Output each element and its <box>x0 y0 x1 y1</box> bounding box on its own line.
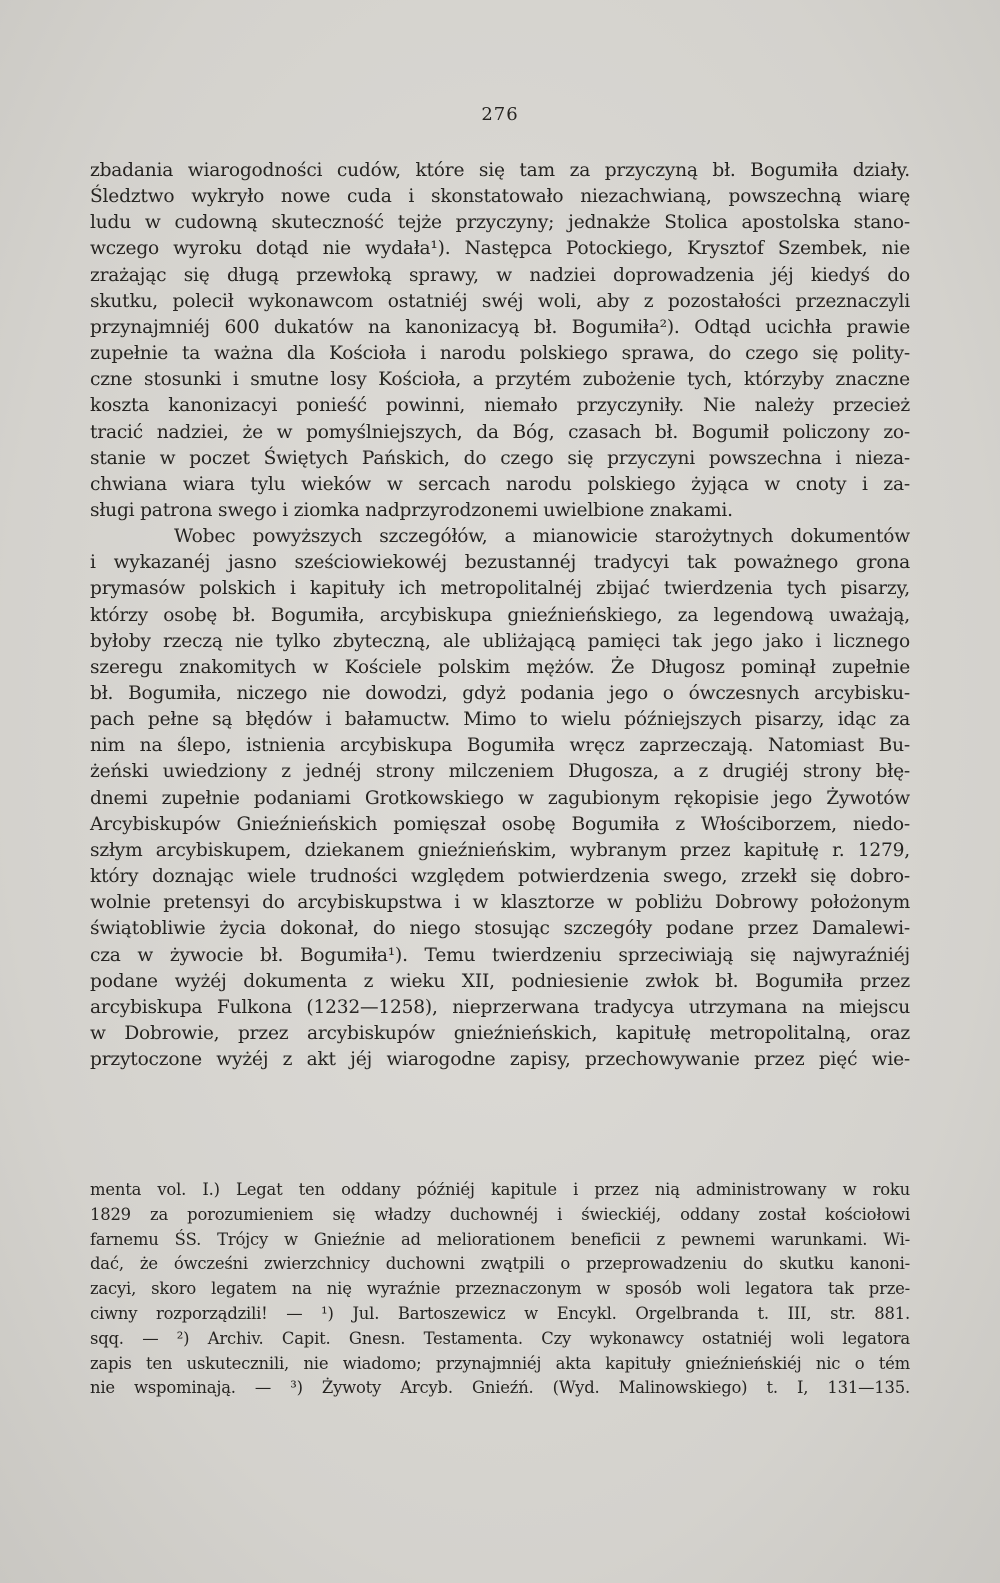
body-line: wolnie pretensyi do arcybiskupstwa i w klasztorze w pobliżu Dobrowy położonym <box>90 892 910 914</box>
body-line: zrażając się długą przewłoką sprawy, w nadziei doprowadzenia jéj kiedyś do <box>90 264 910 286</box>
footnote-line: zacyi, skoro legatem na nię wyraźnie przeznaczonym w sposób woli legatora tak prze- <box>90 1279 910 1299</box>
body-line: pach pełne są błędów i bałamuctw. Mimo to wielu późniejszych pisarzy, idąc za <box>90 709 910 731</box>
body-line: tracić nadziei, że w pomyślniejszych, da Bóg, czasach bł. Bogumił policzony zo- <box>90 421 910 443</box>
footnote-line: zapis ten uskutecznili, nie wiadomo; przynajmniéj akta kapituły gnieźnieńskiéj nic o tém <box>90 1353 910 1373</box>
body-line: prymasów polskich i kapituły ich metropolitalnéj zbijać twierdzenia tych pisarzy, <box>90 578 910 600</box>
body-line: szeregu znakomitych w Kościele polskim mężów. Że Długosz pominął zupełnie <box>90 656 910 678</box>
body-line: ludu w cudowną skuteczność tejże przyczyny; jednakże Stolica apostolska stano- <box>90 212 910 234</box>
body-line: bł. Bogumiła, niczego nie dowodzi, gdyż podania jego o ówczesnych arcybisku- <box>90 683 910 704</box>
page-number: 276 <box>481 104 519 125</box>
body-line: koszta kanonizacyi ponieść powinni, niemało przyczyniły. Nie należy przecież <box>90 395 910 417</box>
body-line: chwiana wiara tylu wieków w sercach narodu polskiego żyjąca w cnoty i za- <box>90 473 910 495</box>
footnote-line: ciwny rozporządzili! — ¹) Jul. Bartoszewicz w Encykl. Orgelbranda t. III, str. 881. <box>90 1304 910 1323</box>
body-line: arcybiskupa Fulkona (1232—1258), nieprzerwana tradycya utrzymana na miejscu <box>90 996 910 1018</box>
body-line: podane wyżéj dokumenta z wieku XII, podniesienie zwłok bł. Bogumiła przez <box>90 970 910 992</box>
body-line: stanie w poczet Świętych Pańskich, do czego się przyczyni powszechna i nieza- <box>90 447 910 469</box>
footnote-line: menta vol. I.) Legat ten oddany późniéj kapitule i przez nią administrowany w roku <box>90 1180 910 1199</box>
body-line: sługi patrona swego i ziomka nadprzyrodzonemi uwielbione znakami. <box>90 499 733 521</box>
body-line: w Dobrowie, przez arcybiskupów gnieźnieńskich, kapitułę metropolitalną, oraz <box>90 1022 910 1044</box>
body-line: nim na ślepo, istnienia arcybiskupa Bogumiła wręcz zaprzeczają. Natomiast Bu- <box>90 735 910 757</box>
footnote-line: 1829 za porozumieniem się władzy duchownéj i świeckiéj, oddany został kościołowi <box>90 1204 910 1224</box>
footnote-line: dać, że ówcześni zwierzchnicy duchowni zwątpili o przeprowadzeniu do skutku kanoni- <box>90 1254 910 1274</box>
body-line: dnemi zupełnie podaniami Grotkowskiego w zagubionym rękopisie jego Żywotów <box>90 787 910 809</box>
body-line: świątobliwie życia dokonał, do niego stosując szczegóły podane przez Damalewi- <box>90 918 910 940</box>
body-line: żeński uwiedziony z jednéj strony milczeniem Długosza, a z drugiéj strony błę- <box>90 761 910 783</box>
body-line: przynajmniéj 600 dukatów na kanonizacyą bł. Bogumiła²). Odtąd ucichła prawie <box>90 316 910 338</box>
body-line: Wobec powyższych szczegółów, a mianowicie starożytnych dokumentów <box>174 526 910 548</box>
body-line: zupełnie ta ważna dla Kościoła i narodu polskiego sprawa, do czego się polity- <box>90 343 910 364</box>
body-line: Śledztwo wykryło nowe cuda i skonstatowało niezachwianą, powszechną wiarę <box>90 186 910 208</box>
body-line: zbadania wiarogodności cudów, które się tam za przyczyną bł. Bogumiła działy. <box>90 160 910 181</box>
body-line: którzy osobę bł. Bogumiła, arcybiskupa gnieźnieńskiego, za legendową uważają, <box>90 604 910 626</box>
body-line: czne stosunki i smutne losy Kościoła, a przytém zubożenie tych, którzyby znaczne <box>90 369 910 391</box>
footnote-line: sqq. — ²) Archiv. Capit. Gnesn. Testamenta. Czy wykonawcy ostatniéj woli legatora <box>90 1328 910 1348</box>
body-line: byłoby rzeczą nie tylko zbyteczną, ale ubliżającą pamięci tak jego jako i licznego <box>90 630 910 652</box>
body-line: cza w żywocie bł. Bogumiła¹). Temu twierdzeniu sprzeciwiają się najwyraźniéj <box>90 944 910 966</box>
body-line: skutku, polecił wykonawcom ostatniéj swéj woli, aby z pozostałości przeznaczyli <box>90 290 910 312</box>
body-line: przytoczone wyżéj z akt jéj wiarogodne zapisy, przechowywanie przez pięć wie- <box>90 1049 910 1071</box>
body-line: Arcybiskupów Gnieźnieńskich pomięszał osobę Bogumiła z Włościborzem, niedo- <box>90 813 910 835</box>
body-line: szłym arcybiskupem, dziekanem gnieźnieńskim, wybranym przez kapitułę r. 1279, <box>90 839 910 861</box>
body-line: i wykazanéj jasno sześciowiekowéj bezustannéj tradycyi tak poważnego grona <box>90 552 910 574</box>
footnote-line: nie wspominają. — ³) Żywoty Arcyb. Gnieźń. (Wyd. Malinowskiego) t. I, 131—135. <box>90 1378 910 1398</box>
footnote-line: farnemu ŚS. Trójcy w Gnieźnie ad meliorationem beneficii z pewnemi warunkami. Wi- <box>90 1229 910 1249</box>
body-line: który doznając wiele trudności względem potwierdzenia swego, zrzekł się dobro- <box>90 866 910 887</box>
body-line: wczego wyroku dotąd nie wydała¹). Następca Potockiego, Krysztof Szembek, nie <box>90 238 910 260</box>
